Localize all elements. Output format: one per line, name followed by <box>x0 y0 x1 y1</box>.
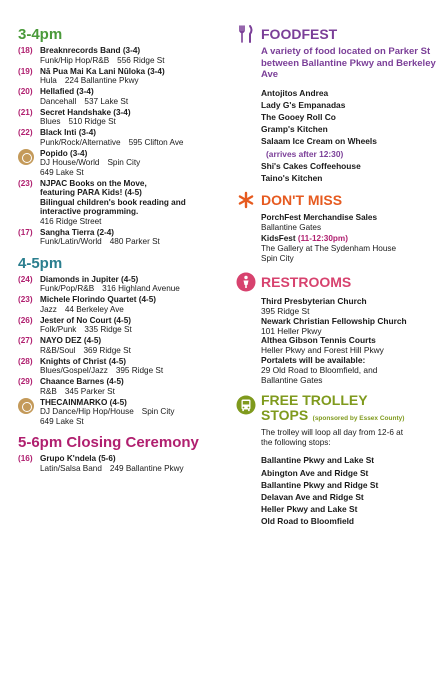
trolley-title: FREE TROLLEY <box>261 392 368 409</box>
stop-list <box>261 454 436 527</box>
list-item: Salaam Ice Cream on Wheels <box>261 136 377 147</box>
list-item: (28) Knights of Christ (4-5) Blues/Gospel/Jazz 395 Ridge St <box>18 356 164 375</box>
restrooms-title: RESTROOMS <box>261 274 352 291</box>
restrooms-section: RESTROOMS Third Presbyterian Church 395 Ridge St Newark Christian Fellowship Church 101 Heller Pkwy Althea Gibson Tennis Courts Heller Pkwy and Forest Hill Pkwy Portalets will be available: 29 Old Road to Bloomfield, and Ballantine Gates <box>236 272 436 385</box>
list-item: (23) Michele Florindo Quartet (4-5) Jazz 44 Berkeley Ave <box>18 295 157 314</box>
list-item: (27) NAYO DEZ (4-5) R&B/Soul 369 Ridge St <box>18 336 131 355</box>
list-item: Taino's Kitchen <box>261 172 323 183</box>
restroom-icon <box>236 272 256 292</box>
list-item: (21) Secret Handshake (3-4) Blues 510 Ridge St <box>18 107 131 126</box>
arrival-note: (arrives after 12:30) <box>266 148 344 159</box>
vendor-list <box>261 87 436 185</box>
section-title-4-5pm: 4-5pm <box>18 254 63 272</box>
spin-city-badge-icon <box>18 149 34 165</box>
foodfest-section <box>236 24 436 184</box>
foodfest-title: FOODFEST <box>261 26 338 42</box>
foodfest-subtitle: A variety of food located on Parker St between Ballantine Pkwy and Berkeley Ave <box>261 46 436 80</box>
list-item: (26) Jester of No Court (4-5) Folk/Punk 335 Ridge St <box>18 315 132 334</box>
list-item: Delavan Ave and Ridge St <box>261 491 364 502</box>
trolley-section: FREE TROLLEY STOPS (sponsored by Essex County) The trolley will loop all day from 12-6 at the following stops: Ballantine Pkwy and Lake St Abington Ave and Ridge St Ballantine Pkwy and Ridge St Delavan Ave and Ridge St Heller Pkwy and Lake St Old Road to Bloomfield <box>236 393 436 527</box>
schedule-column <box>18 26 218 475</box>
list-item: Old Road to Bloomfield <box>261 516 355 527</box>
fork-knife-icon <box>236 24 256 44</box>
dont-miss-section: DON'T MISS PorchFest Merchandise Sales Ballantine Gates KidsFest (11-12:30pm) The Gallery at The Sydenham House Spin City <box>236 190 436 264</box>
list-item: (17) Sangha Tierra (2-4) Funk/Latin/World 480 Parker St <box>18 227 160 246</box>
list-item: (19) Nā Pua Mai Ka Lani Nūloka (3-4) Hula 224 Ballantine Pkwy <box>18 66 165 85</box>
dont-miss-title: DON'T MISS <box>261 192 343 209</box>
list-item: (18) Breaknrecords Band (3-4) Funk/Hip Hop/R&B 556 Ridge St <box>18 46 165 65</box>
list-item: Gramp's Kitchen <box>261 124 328 135</box>
list-item: (29) Chaance Barnes (4-5) R&B 345 Parker St <box>18 377 124 396</box>
info-column <box>236 24 436 534</box>
spin-city-badge-icon <box>18 398 34 414</box>
list-item: Abington Ave and Ridge St <box>261 467 369 478</box>
list-item: Ballantine Pkwy and Ridge St <box>261 479 379 490</box>
list-item: Heller Pkwy and Lake St <box>261 504 358 515</box>
list-item: Antojitos Andrea <box>261 87 329 98</box>
list-item: (22) Black Inti (3-4) Punk/Rock/Alternative 595 Clifton Ave <box>18 128 184 147</box>
list-item: Shi's Cakes Coffeehouse <box>261 160 361 171</box>
list-item: THECAINMARKO (4-5) DJ Dance/Hip Hop/House Spin City 649 Lake St <box>18 398 218 427</box>
list-item: Ballantine Pkwy and Lake St <box>261 455 375 466</box>
section-title-3-4pm: 3-4pm <box>18 26 63 43</box>
section-title-5-6pm: 5-6pm Closing Ceremony <box>18 434 199 451</box>
list-item: Popido (3-4) DJ House/World Spin City 649 Lake St <box>18 149 218 178</box>
list-item: (24) Diamonds in Jupiter (4-5) Funk/Pop/R&B 316 Highland Avenue <box>18 274 180 293</box>
bus-icon <box>236 395 256 415</box>
list-item: (16) Grupo K'ndela (5-6) Latin/Salsa Band 249 Ballantine Pkwy <box>18 454 184 473</box>
asterisk-icon <box>236 190 256 210</box>
list-item: Lady G's Empanadas <box>261 99 346 110</box>
list-item: (23) NJPAC Books on the Move, featuring PARA Kids! (4-5) Bilingual children's book reading and interactive programming. 416 Ridge Street <box>18 178 186 226</box>
list-item: (20) Hellafied (3-4) Dancehall 537 Lake St <box>18 87 129 106</box>
sponsor-note: (sponsored by Essex County) <box>312 415 405 423</box>
list-item: The Gooey Roll Co <box>261 111 336 122</box>
